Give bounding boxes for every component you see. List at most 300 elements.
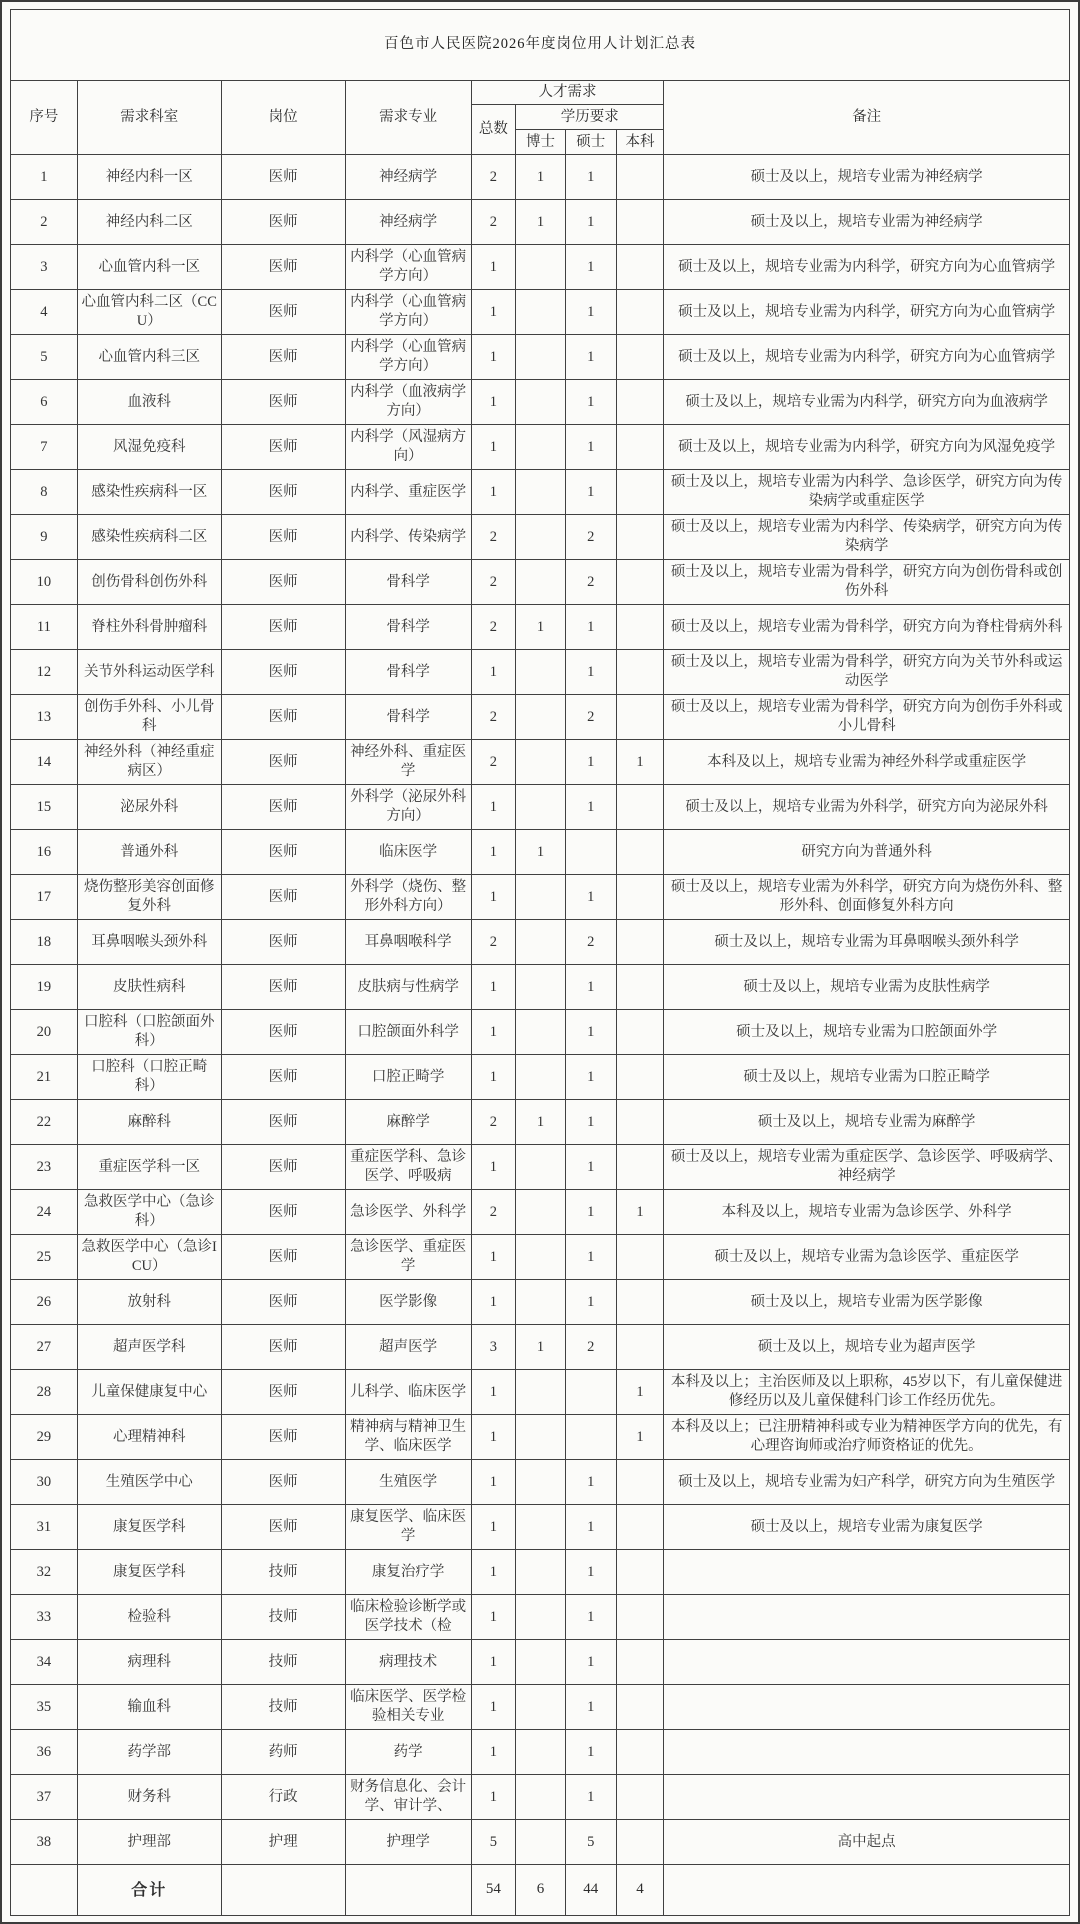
table-row: [11, 1370, 1070, 1415]
table-row: [11, 1415, 1070, 1460]
cell-no: 28: [11, 1370, 78, 1415]
cell-no: 34: [11, 1640, 78, 1685]
cell-bachelor: 1: [616, 1415, 664, 1460]
cell-master: 1: [565, 875, 616, 920]
cell-master: 1: [565, 740, 616, 785]
table-row: [11, 1730, 1070, 1775]
cell-phd: [516, 1505, 566, 1550]
cell-post: 医师: [221, 740, 345, 785]
cell-total: 1: [471, 380, 515, 425]
cell-major: 临床医学: [345, 830, 471, 875]
cell-remark: 本科及以上，规培专业需为神经外科学或重症医学: [664, 740, 1070, 785]
cell-post: 技师: [221, 1640, 345, 1685]
cell-total: 1: [471, 1775, 515, 1820]
cell-no: 4: [11, 290, 78, 335]
cell-master: 2: [565, 920, 616, 965]
cell-no: 3: [11, 245, 78, 290]
cell-total: 2: [471, 695, 515, 740]
table-row: [11, 1055, 1070, 1100]
cell-phd: [516, 470, 566, 515]
cell-remark: 硕士及以上，规培专业需为康复医学: [664, 1505, 1070, 1550]
table-row: [11, 290, 1070, 335]
cell-dept: 创伤骨科创伤外科: [77, 560, 221, 605]
table-row: [11, 1775, 1070, 1820]
cell-post: 医师: [221, 830, 345, 875]
header-total: 总数: [471, 105, 515, 155]
cell-post: 医师: [221, 920, 345, 965]
cell-phd: [516, 1190, 566, 1235]
cell-phd: 1: [516, 155, 566, 200]
cell-bachelor: [616, 335, 664, 380]
cell-post: 医师: [221, 1010, 345, 1055]
cell-phd: 1: [516, 830, 566, 875]
header-phd: 博士: [516, 130, 566, 155]
cell-bachelor: 1: [616, 1370, 664, 1415]
cell-no: 26: [11, 1280, 78, 1325]
cell-phd: [516, 920, 566, 965]
cell-master: 2: [565, 1325, 616, 1370]
cell-post: 医师: [221, 245, 345, 290]
cell-remark: 硕士及以上，规培专业需为内科学，研究方向为心血管病学: [664, 245, 1070, 290]
cell-total: 1: [471, 1640, 515, 1685]
cell-no: 5: [11, 335, 78, 380]
cell-major: 骨科学: [345, 605, 471, 650]
cell-major: 护理学: [345, 1820, 471, 1865]
cell-remark: [664, 1685, 1070, 1730]
cell-dept: 关节外科运动医学科: [77, 650, 221, 695]
cell-post: 医师: [221, 425, 345, 470]
table-row: [11, 380, 1070, 425]
cell-bachelor: [616, 425, 664, 470]
cell-post: 医师: [221, 1100, 345, 1145]
cell-remark: 硕士及以上，规培专业需为内科学，研究方向为风湿免疫学: [664, 425, 1070, 470]
cell-master: 1: [565, 1235, 616, 1280]
cell-major: 生殖医学: [345, 1460, 471, 1505]
cell-total: 1: [471, 1055, 515, 1100]
cell-major: 口腔颌面外科学: [345, 1010, 471, 1055]
cell-no: 21: [11, 1055, 78, 1100]
cell-remark: 硕士及以上，规培专业需为内科学，研究方向为血液病学: [664, 380, 1070, 425]
cell-remark: 硕士及以上，规培专业需为内科学，研究方向为心血管病学: [664, 335, 1070, 380]
cell-phd: [516, 1145, 566, 1190]
cell-post: 医师: [221, 1325, 345, 1370]
cell-major: 财务信息化、会计学、审计学、: [345, 1775, 471, 1820]
cell-bachelor: [616, 1820, 664, 1865]
table-row: [11, 200, 1070, 245]
cell-remark: 硕士及以上，规培专业需为医学影像: [664, 1280, 1070, 1325]
cell-dept: 脊柱外科骨肿瘤科: [77, 605, 221, 650]
cell-total: 1: [471, 1595, 515, 1640]
cell-dept: 急救医学中心（急诊ICU）: [77, 1235, 221, 1280]
cell-remark: 硕士及以上，规培专业需为骨科学，研究方向为创伤手外科或小儿骨科: [664, 695, 1070, 740]
cell-phd: [516, 1640, 566, 1685]
cell-bachelor: [616, 1280, 664, 1325]
cell-major: 急诊医学、重症医学: [345, 1235, 471, 1280]
cell-major: 神经病学: [345, 155, 471, 200]
cell-master: 1: [565, 290, 616, 335]
header-no: 序号: [11, 81, 78, 155]
cell-total: 1: [471, 1730, 515, 1775]
cell-remark: 硕士及以上，规培专业需为麻醉学: [664, 1100, 1070, 1145]
cell-bachelor: [616, 695, 664, 740]
cell-remark: 硕士及以上，规培专业需为外科学，研究方向为烧伤外科、整形外科、创面修复外科方向: [664, 875, 1070, 920]
cell-no: 2: [11, 200, 78, 245]
cell-post: 医师: [221, 1460, 345, 1505]
cell-phd: [516, 785, 566, 830]
cell-total: 2: [471, 200, 515, 245]
total-major-cell: [345, 1865, 471, 1916]
total-no-cell: [11, 1865, 78, 1916]
cell-no: 24: [11, 1190, 78, 1235]
cell-phd: [516, 560, 566, 605]
cell-major: 内科学、重症医学: [345, 470, 471, 515]
table-row: [11, 1145, 1070, 1190]
cell-phd: [516, 1010, 566, 1055]
header-bachelor: 本科: [616, 130, 664, 155]
cell-no: 15: [11, 785, 78, 830]
cell-total: 5: [471, 1820, 515, 1865]
cell-phd: [516, 335, 566, 380]
cell-post: 医师: [221, 875, 345, 920]
cell-dept: 心理精神科: [77, 1415, 221, 1460]
cell-phd: [516, 515, 566, 560]
cell-total: 2: [471, 515, 515, 560]
cell-major: 药学: [345, 1730, 471, 1775]
cell-master: 1: [565, 965, 616, 1010]
table-row: [11, 1280, 1070, 1325]
cell-master: 2: [565, 515, 616, 560]
cell-master: 1: [565, 1460, 616, 1505]
cell-remark: 硕士及以上，规培专业需为内科学、急诊医学，研究方向为传染病学或重症医学: [664, 470, 1070, 515]
cell-total: 2: [471, 920, 515, 965]
cell-no: 38: [11, 1820, 78, 1865]
cell-dept: 血液科: [77, 380, 221, 425]
table-row: [11, 1505, 1070, 1550]
cell-no: 19: [11, 965, 78, 1010]
cell-no: 11: [11, 605, 78, 650]
cell-remark: [664, 1550, 1070, 1595]
cell-master: 1: [565, 1595, 616, 1640]
cell-bachelor: [616, 605, 664, 650]
total-phd: 6: [516, 1865, 566, 1916]
cell-major: 骨科学: [345, 650, 471, 695]
cell-major: 康复医学、临床医学: [345, 1505, 471, 1550]
cell-master: 2: [565, 695, 616, 740]
cell-bachelor: 1: [616, 1190, 664, 1235]
page-title: 百色市人民医院2026年度岗位用人计划汇总表: [11, 10, 1070, 81]
cell-total: 2: [471, 605, 515, 650]
cell-total: 1: [471, 875, 515, 920]
cell-total: 1: [471, 1460, 515, 1505]
cell-master: 2: [565, 560, 616, 605]
cell-post: 医师: [221, 1280, 345, 1325]
header-post: 岗位: [221, 81, 345, 155]
cell-dept: 病理科: [77, 1640, 221, 1685]
cell-no: 37: [11, 1775, 78, 1820]
table-row: [11, 515, 1070, 560]
cell-remark: 本科及以上；已注册精神科或专业为精神医学方向的优先，有心理咨询师或治疗师资格证的优先。: [664, 1415, 1070, 1460]
cell-total: 1: [471, 830, 515, 875]
cell-remark: 硕士及以上，规培专业需为外科学，研究方向为泌尿外科: [664, 785, 1070, 830]
cell-dept: 儿童保健康复中心: [77, 1370, 221, 1415]
cell-post: 医师: [221, 200, 345, 245]
cell-major: 精神病与精神卫生学、临床医学: [345, 1415, 471, 1460]
cell-remark: 硕士及以上，规培专业需为妇产科学，研究方向为生殖医学: [664, 1460, 1070, 1505]
cell-master: 1: [565, 1280, 616, 1325]
cell-dept: 超声医学科: [77, 1325, 221, 1370]
cell-no: 16: [11, 830, 78, 875]
cell-total: 1: [471, 1685, 515, 1730]
cell-remark: 硕士及以上，规培专业为超声医学: [664, 1325, 1070, 1370]
cell-dept: 泌尿外科: [77, 785, 221, 830]
cell-dept: 神经外科（神经重症病区）: [77, 740, 221, 785]
cell-post: 技师: [221, 1550, 345, 1595]
cell-phd: 1: [516, 605, 566, 650]
cell-master: 1: [565, 200, 616, 245]
cell-bachelor: [616, 470, 664, 515]
cell-no: 27: [11, 1325, 78, 1370]
cell-total: 3: [471, 1325, 515, 1370]
cell-dept: 耳鼻咽喉头颈外科: [77, 920, 221, 965]
cell-post: 医师: [221, 335, 345, 380]
cell-major: 神经病学: [345, 200, 471, 245]
table-row: [11, 1235, 1070, 1280]
cell-bachelor: [616, 1550, 664, 1595]
cell-master: 1: [565, 650, 616, 695]
cell-no: 33: [11, 1595, 78, 1640]
cell-master: 1: [565, 1010, 616, 1055]
cell-total: 1: [471, 470, 515, 515]
cell-dept: 神经内科二区: [77, 200, 221, 245]
title-row: [11, 10, 1070, 81]
cell-total: 1: [471, 1235, 515, 1280]
cell-dept: 护理部: [77, 1820, 221, 1865]
cell-remark: 硕士及以上，规培专业需为急诊医学、重症医学: [664, 1235, 1070, 1280]
cell-major: 外科学（烧伤、整形外科方向）: [345, 875, 471, 920]
cell-remark: 硕士及以上，规培专业需为耳鼻咽喉头颈外科学: [664, 920, 1070, 965]
cell-remark: 硕士及以上，规培专业需为口腔颌面外学: [664, 1010, 1070, 1055]
cell-total: 1: [471, 650, 515, 695]
cell-dept: 康复医学科: [77, 1505, 221, 1550]
cell-dept: 烧伤整形美容创面修复外科: [77, 875, 221, 920]
recruitment-plan-table: [10, 9, 1070, 1916]
cell-major: 医学影像: [345, 1280, 471, 1325]
cell-remark: 硕士及以上，规培专业需为内科学、传染病学，研究方向为传染病学: [664, 515, 1070, 560]
cell-no: 25: [11, 1235, 78, 1280]
table-row: [11, 605, 1070, 650]
cell-no: 22: [11, 1100, 78, 1145]
table-row: [11, 965, 1070, 1010]
cell-bachelor: [616, 830, 664, 875]
table-row: [11, 560, 1070, 605]
cell-phd: [516, 1730, 566, 1775]
header-major: 需求专业: [345, 81, 471, 155]
cell-phd: [516, 1460, 566, 1505]
cell-remark: 本科及以上，规培专业需为急诊医学、外科学: [664, 1190, 1070, 1235]
cell-post: 医师: [221, 1415, 345, 1460]
cell-remark: 硕士及以上，规培专业需为内科学，研究方向为心血管病学: [664, 290, 1070, 335]
cell-dept: 感染性疾病科二区: [77, 515, 221, 560]
cell-dept: 康复医学科: [77, 1550, 221, 1595]
cell-bachelor: [616, 785, 664, 830]
cell-major: 神经外科、重症医学: [345, 740, 471, 785]
cell-total: 1: [471, 785, 515, 830]
cell-bachelor: [616, 290, 664, 335]
table-row: [11, 785, 1070, 830]
cell-bachelor: [616, 1145, 664, 1190]
cell-remark: [664, 1640, 1070, 1685]
cell-no: 7: [11, 425, 78, 470]
cell-phd: [516, 1685, 566, 1730]
cell-no: 13: [11, 695, 78, 740]
cell-post: 医师: [221, 650, 345, 695]
cell-bachelor: [616, 1010, 664, 1055]
table-row: [11, 830, 1070, 875]
cell-bachelor: [616, 875, 664, 920]
cell-dept: 药学部: [77, 1730, 221, 1775]
cell-dept: 创伤手外科、小儿骨科: [77, 695, 221, 740]
cell-total: 2: [471, 560, 515, 605]
cell-phd: [516, 1595, 566, 1640]
cell-bachelor: [616, 650, 664, 695]
cell-no: 32: [11, 1550, 78, 1595]
cell-remark: [664, 1730, 1070, 1775]
cell-no: 9: [11, 515, 78, 560]
cell-master: [565, 1370, 616, 1415]
cell-no: 30: [11, 1460, 78, 1505]
total-master: 44: [565, 1865, 616, 1916]
cell-major: 临床检验诊断学或医学技术（检: [345, 1595, 471, 1640]
cell-dept: 心血管内科三区: [77, 335, 221, 380]
cell-major: 皮肤病与性病学: [345, 965, 471, 1010]
cell-no: 31: [11, 1505, 78, 1550]
cell-total: 1: [471, 1505, 515, 1550]
cell-bachelor: [616, 380, 664, 425]
cell-dept: 放射科: [77, 1280, 221, 1325]
cell-major: 儿科学、临床医学: [345, 1370, 471, 1415]
cell-total: 1: [471, 965, 515, 1010]
cell-no: 6: [11, 380, 78, 425]
table-row: [11, 1550, 1070, 1595]
cell-master: 1: [565, 1190, 616, 1235]
cell-master: 5: [565, 1820, 616, 1865]
cell-no: 23: [11, 1145, 78, 1190]
cell-phd: [516, 740, 566, 785]
cell-bachelor: [616, 1685, 664, 1730]
cell-master: 1: [565, 380, 616, 425]
table-row: [11, 740, 1070, 785]
cell-phd: [516, 965, 566, 1010]
cell-no: 17: [11, 875, 78, 920]
header-edu: 学历要求: [516, 105, 664, 130]
cell-dept: 麻醉科: [77, 1100, 221, 1145]
cell-remark: 本科及以上；主治医师及以上职称，45岁以下，有儿童保健进修经历以及儿童保健科门诊工作经历优先。: [664, 1370, 1070, 1415]
cell-phd: [516, 1775, 566, 1820]
cell-bachelor: [616, 1775, 664, 1820]
cell-no: 36: [11, 1730, 78, 1775]
cell-phd: [516, 1820, 566, 1865]
cell-remark: 硕士及以上，规培专业需为皮肤性病学: [664, 965, 1070, 1010]
cell-post: 医师: [221, 1190, 345, 1235]
cell-total: 1: [471, 1145, 515, 1190]
cell-master: 1: [565, 1775, 616, 1820]
cell-major: 病理技术: [345, 1640, 471, 1685]
cell-post: 医师: [221, 290, 345, 335]
cell-remark: 硕士及以上，规培专业需为神经病学: [664, 155, 1070, 200]
cell-remark: 高中起点: [664, 1820, 1070, 1865]
cell-master: 1: [565, 1550, 616, 1595]
cell-master: 1: [565, 1100, 616, 1145]
table-row: [11, 875, 1070, 920]
cell-bachelor: 1: [616, 740, 664, 785]
table-body: [11, 155, 1070, 1865]
cell-bachelor: [616, 1460, 664, 1505]
cell-phd: [516, 380, 566, 425]
cell-bachelor: [616, 1640, 664, 1685]
cell-dept: 财务科: [77, 1775, 221, 1820]
cell-post: 医师: [221, 560, 345, 605]
cell-bachelor: [616, 200, 664, 245]
cell-dept: 检验科: [77, 1595, 221, 1640]
cell-master: 1: [565, 155, 616, 200]
cell-dept: 重症医学科一区: [77, 1145, 221, 1190]
table-row: [11, 1640, 1070, 1685]
cell-master: 1: [565, 1640, 616, 1685]
cell-dept: 口腔科（口腔正畸科）: [77, 1055, 221, 1100]
cell-master: 1: [565, 1730, 616, 1775]
cell-remark: 硕士及以上，规培专业需为神经病学: [664, 200, 1070, 245]
cell-major: 康复治疗学: [345, 1550, 471, 1595]
total-post-cell: [221, 1865, 345, 1916]
cell-post: 医师: [221, 605, 345, 650]
table-row: [11, 1460, 1070, 1505]
cell-major: 临床医学、医学检验相关专业: [345, 1685, 471, 1730]
cell-bachelor: [616, 965, 664, 1010]
cell-dept: 神经内科一区: [77, 155, 221, 200]
cell-remark: [664, 1775, 1070, 1820]
cell-post: 医师: [221, 965, 345, 1010]
cell-post: 行政: [221, 1775, 345, 1820]
cell-phd: 1: [516, 1100, 566, 1145]
cell-bachelor: [616, 1595, 664, 1640]
total-remark: [664, 1865, 1070, 1916]
cell-master: 1: [565, 1505, 616, 1550]
cell-master: 1: [565, 785, 616, 830]
cell-dept: 风湿免疫科: [77, 425, 221, 470]
cell-remark: 硕士及以上，规培专业需为骨科学，研究方向为创伤骨科或创伤外科: [664, 560, 1070, 605]
cell-dept: 输血科: [77, 1685, 221, 1730]
total-sum: 54: [471, 1865, 515, 1916]
cell-major: 重症医学科、急诊医学、呼吸病: [345, 1145, 471, 1190]
cell-bachelor: [616, 1055, 664, 1100]
cell-major: 急诊医学、外科学: [345, 1190, 471, 1235]
cell-master: 1: [565, 335, 616, 380]
cell-major: 内科学（心血管病学方向）: [345, 290, 471, 335]
cell-phd: [516, 1280, 566, 1325]
cell-major: 口腔正畸学: [345, 1055, 471, 1100]
cell-major: 骨科学: [345, 560, 471, 605]
cell-major: 内科学（风湿病方向）: [345, 425, 471, 470]
cell-post: 医师: [221, 470, 345, 515]
cell-bachelor: [616, 560, 664, 605]
cell-phd: 1: [516, 200, 566, 245]
cell-bachelor: [616, 245, 664, 290]
table-row: [11, 695, 1070, 740]
cell-no: 29: [11, 1415, 78, 1460]
cell-total: 2: [471, 1100, 515, 1145]
header-dept: 需求科室: [77, 81, 221, 155]
cell-bachelor: [616, 1325, 664, 1370]
